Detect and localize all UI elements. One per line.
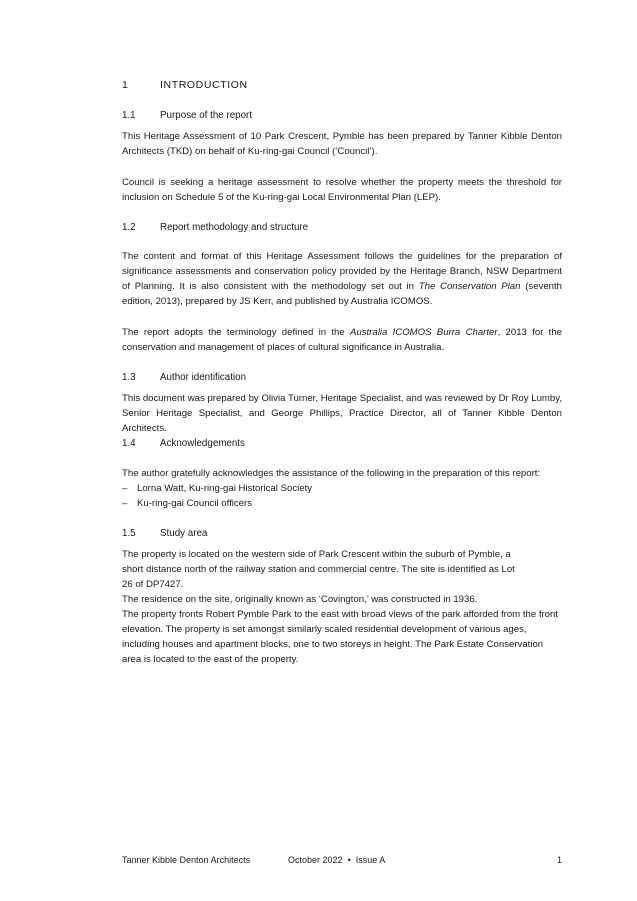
- paragraph-study-area-1: The property is located on the western side of Park Crescent within the suburb of Pymble, a short distance north of the railway station and commercial centre. The site is identified as Lot 26 of DP7427. The residence on the site, originally known as ‘Covington,’ was constructed in 1936.: [122, 549, 515, 605]
- list-item: – Lorna Watt, Ku-ring-gai Historical Society: [122, 483, 313, 494]
- subsection-number: 1.1: [122, 110, 136, 121]
- subsection-title: Report methodology and structure: [160, 222, 309, 233]
- conservation-plan-title: The Conservation Plan: [418, 281, 521, 292]
- subsection-heading-methodology: [122, 220, 308, 235]
- list-item: – Ku-ring-gai Council officers: [122, 498, 252, 509]
- subsection-number: 1.2: [122, 222, 136, 233]
- subsection-heading-purpose: [122, 108, 252, 123]
- paragraph-author: This document was prepared by Olivia Turner, Heritage Specialist, and was reviewed by Dr Roy Lumby, Senior Heritage Specialist, and George Phillips, Practice Director, all of Tanner Kibble Denton Architects.: [122, 393, 562, 434]
- page-footer: [122, 853, 562, 867]
- subsection-heading-study-area: [122, 526, 207, 541]
- subsection-heading-author: [122, 370, 246, 385]
- section-title: INTRODUCTION: [160, 79, 248, 91]
- section-heading: [122, 78, 248, 93]
- subsection-number: 1.4: [122, 438, 136, 449]
- paragraph-purpose-1: This Heritage Assessment of 10 Park Crescent, Pymble has been prepared by Tanner Kibble Denton Architects (TKD) on behalf of Ku-ring-gai Council (‘Council’).: [122, 131, 562, 157]
- subsection-title: Author identification: [160, 372, 247, 383]
- paragraph-methodology-1: The content and format of this Heritage Assessment follows the guidelines for the preparation of significance assessments and conservation policy provided by the Heritage Branch, NSW Department of Planning. It is also consistent with the methodology set out in The Conservation Plan (seventh edition, 2013), prepared by JS Kerr, and published by Australia ICOMOS.: [122, 251, 562, 307]
- acknowledgements-list: [122, 481, 312, 511]
- paragraph-acknowledgements: The author gratefully acknowledges the assistance of the following in the preparation of this report:: [122, 468, 541, 479]
- subsection-number: 1.3: [122, 372, 136, 383]
- subsection-title: Purpose of the report: [160, 110, 253, 121]
- page-number: 1: [556, 855, 562, 865]
- section-number: 1: [122, 79, 129, 91]
- paragraph-methodology-2: The report adopts the terminology defined in the Australia ICOMOS Burra Charter, 2013 for the conservation and management of places of cultural significance in Australia.: [122, 327, 562, 353]
- burra-charter-title: Australia ICOMOS Burra Charter: [349, 327, 498, 338]
- subsection-heading-acknowledgements: [122, 436, 245, 451]
- subsection-number: 1.5: [122, 528, 136, 539]
- footer-organization: Tanner Kibble Denton Architects: [122, 855, 251, 865]
- subsection-title: Acknowledgements: [160, 438, 245, 449]
- paragraph-purpose-2: Council is seeking a heritage assessment to resolve whether the property meets the threshold for inclusion on Schedule 5 of the Ku-ring-gai Local Environmental Plan (LEP).: [122, 177, 562, 203]
- footer-date-issue: October 2022 • Issue A: [288, 855, 386, 865]
- paragraph-study-area-2: The property fronts Robert Pymble Park to the east with broad views of the park afforded from the front elevation. The property is set amongst similarly scaled residential development of various ages, including houses and apartment blocks, one to two storeys in height. The Park Estate Conservation area is located to the east of the property.: [122, 609, 559, 665]
- subsection-title: Study area: [160, 528, 208, 539]
